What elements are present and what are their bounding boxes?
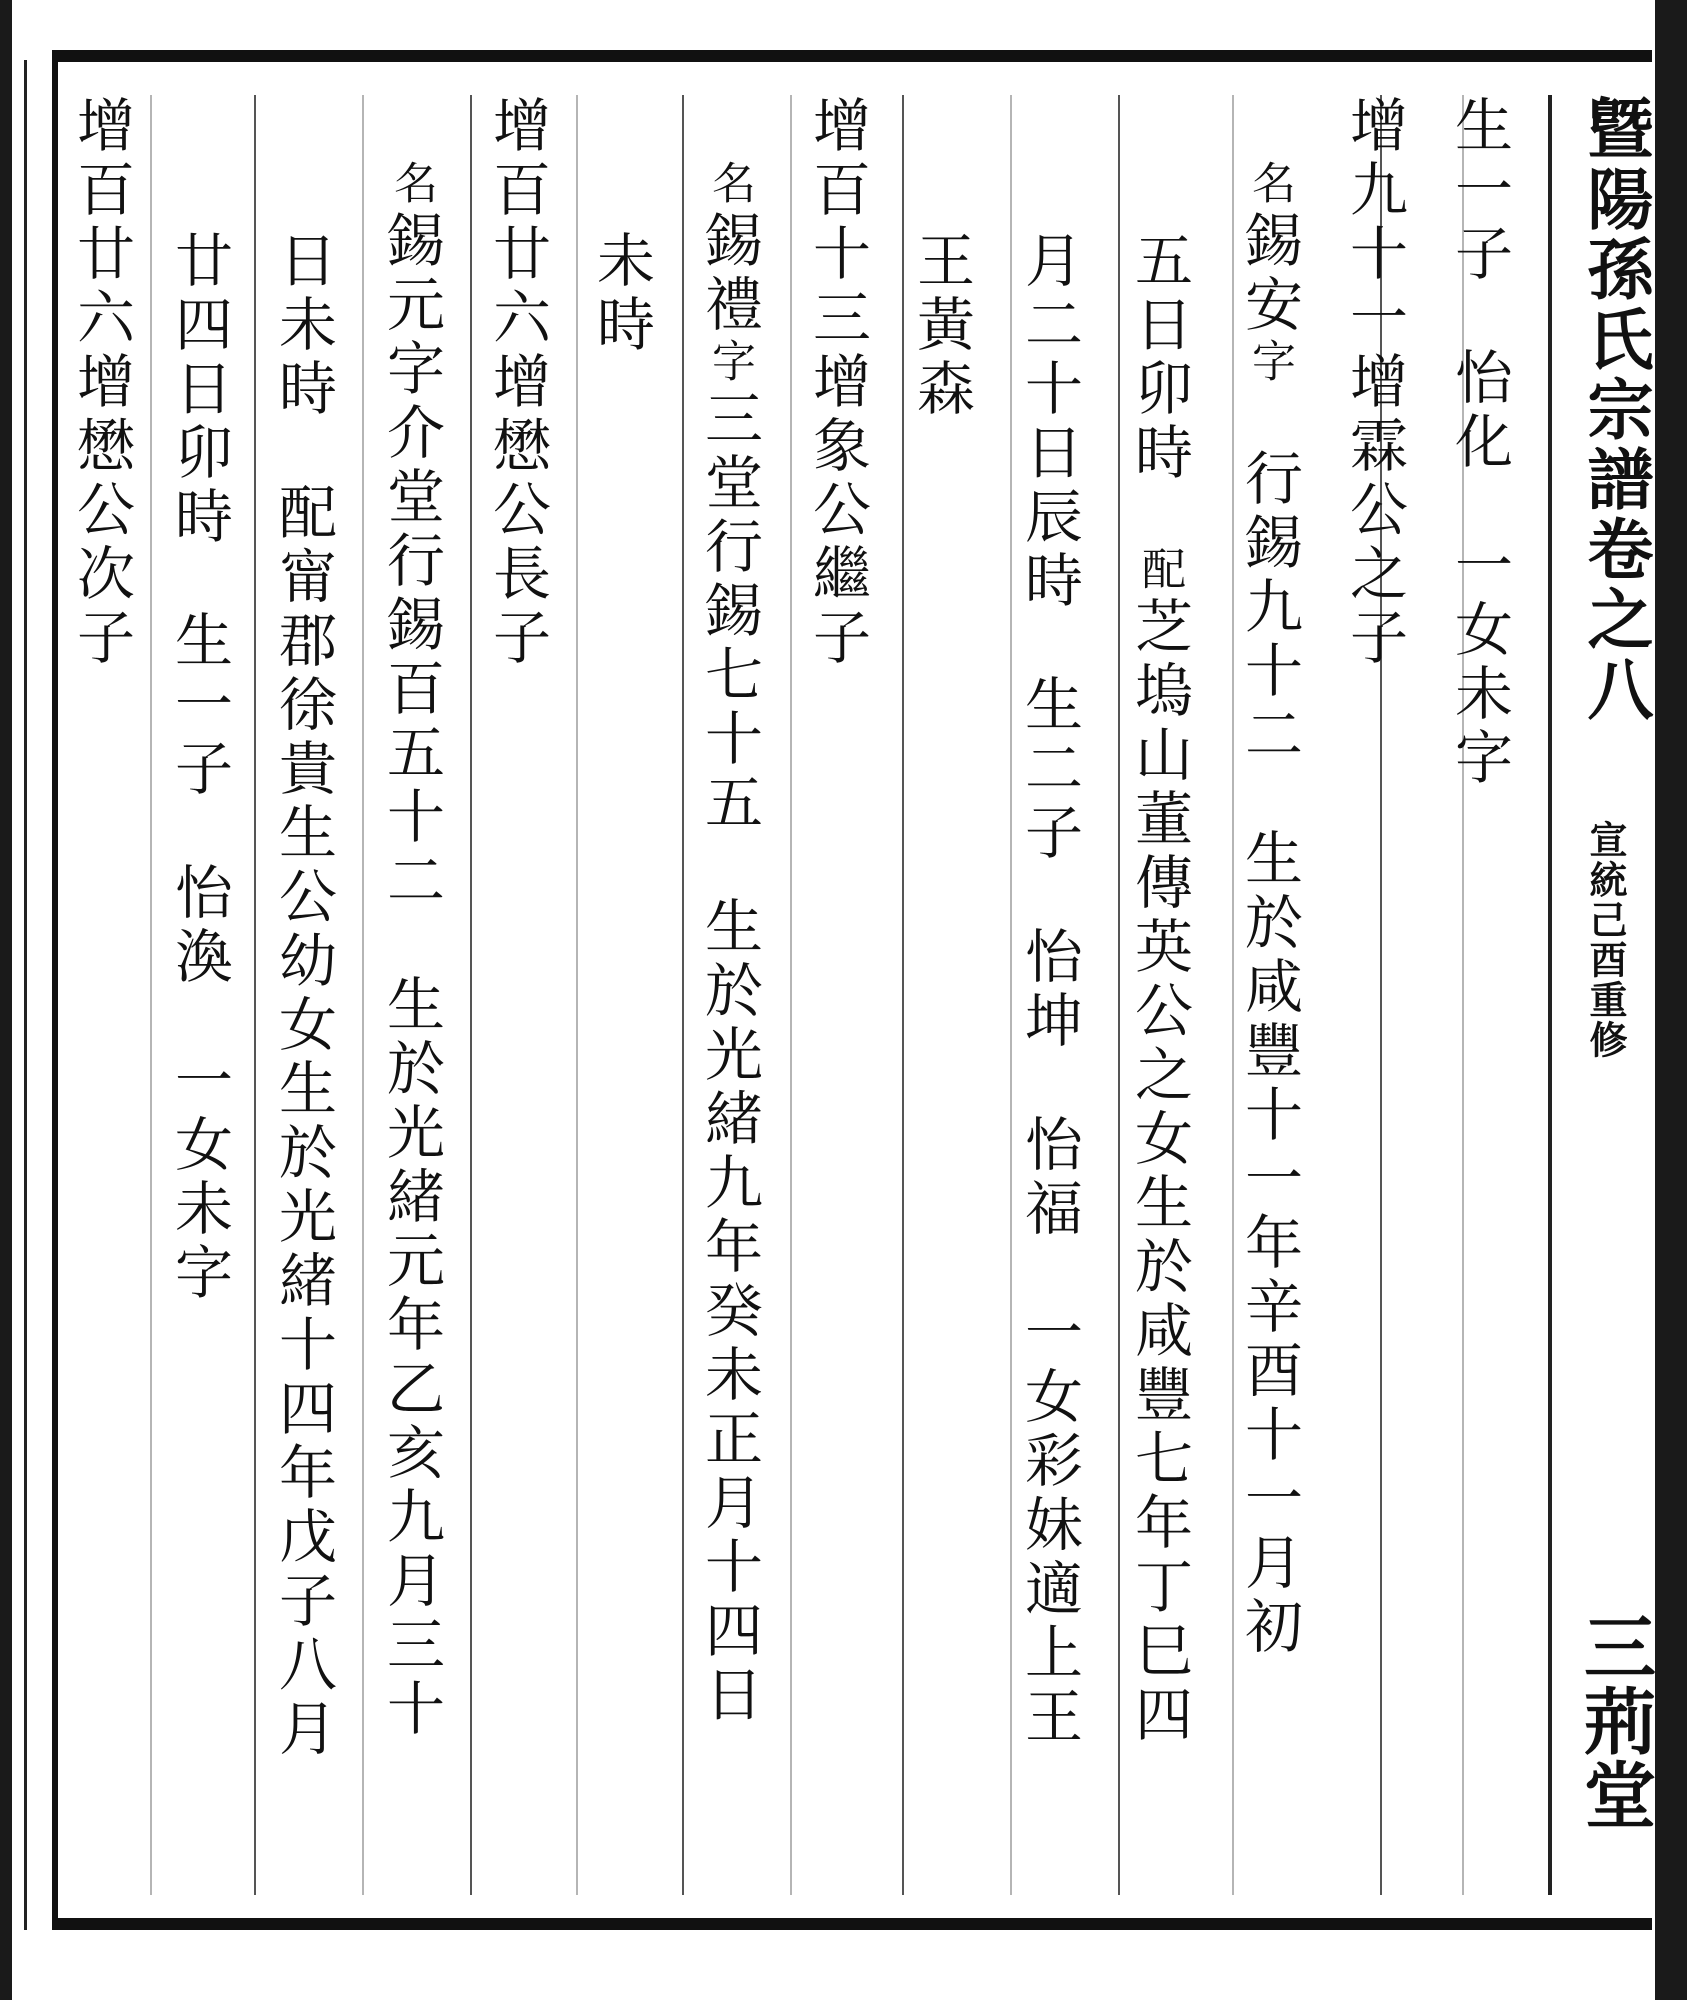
column-rule	[576, 95, 578, 1895]
text-column-13: 廿四日卯時生一子怡渙一女未字	[165, 230, 233, 1306]
edition-note: 宣統己酉重修	[1583, 820, 1628, 1060]
text-column-2: 增九十一增霖公之子	[1340, 95, 1408, 671]
text-column-5: 月二十日辰時生二子怡坤怡福一女彩妹適上王	[1015, 230, 1083, 1750]
column-rule	[682, 95, 684, 1895]
column-rule	[1118, 95, 1120, 1895]
text-column-9: 未時	[587, 230, 655, 358]
column-rule	[470, 95, 472, 1895]
text-column-1: 生一子怡化一女未字	[1445, 95, 1513, 791]
column-rule	[1232, 95, 1234, 1895]
text-column-4: 五日卯時配芝塢山董傳英公之女生於咸豐七年丁巳四	[1125, 230, 1193, 1748]
hall-name: 三荊堂	[1572, 1610, 1657, 1832]
text-column-6: 王黃森	[907, 230, 975, 422]
text-column-7: 增百十三增象公繼子	[803, 95, 871, 671]
text-column-8: 名錫禮字三堂行錫七十五生於光緒九年癸未正月十四日	[695, 160, 763, 1728]
book-spine-edge	[0, 0, 12, 2000]
column-rule	[1010, 95, 1012, 1895]
column-rule	[902, 95, 904, 1895]
text-column-10: 增百廿六增懋公長子	[483, 95, 551, 671]
text-column-3: 名錫安字行錫九十二生於咸豐十一年辛酉十一月初	[1235, 160, 1303, 1660]
text-column-11: 名錫元字介堂行錫百五十二生於光緒元年乙亥九月三十	[377, 160, 445, 1742]
margin-rule	[1548, 95, 1552, 1895]
text-column-12: 日未時配甯郡徐貴生公幼女生於光緒十四年戊子八月	[269, 230, 337, 1762]
column-rule	[254, 95, 256, 1895]
column-rule	[150, 95, 152, 1895]
book-title: 曁陽孫氏宗譜卷之八	[1576, 95, 1654, 725]
column-rule	[790, 95, 792, 1895]
column-rule	[362, 95, 364, 1895]
text-column-14: 增百廿六增懋公次子	[67, 95, 135, 671]
adjacent-page-strip	[14, 60, 27, 1930]
volume-label: 卷之八	[1576, 515, 1654, 725]
